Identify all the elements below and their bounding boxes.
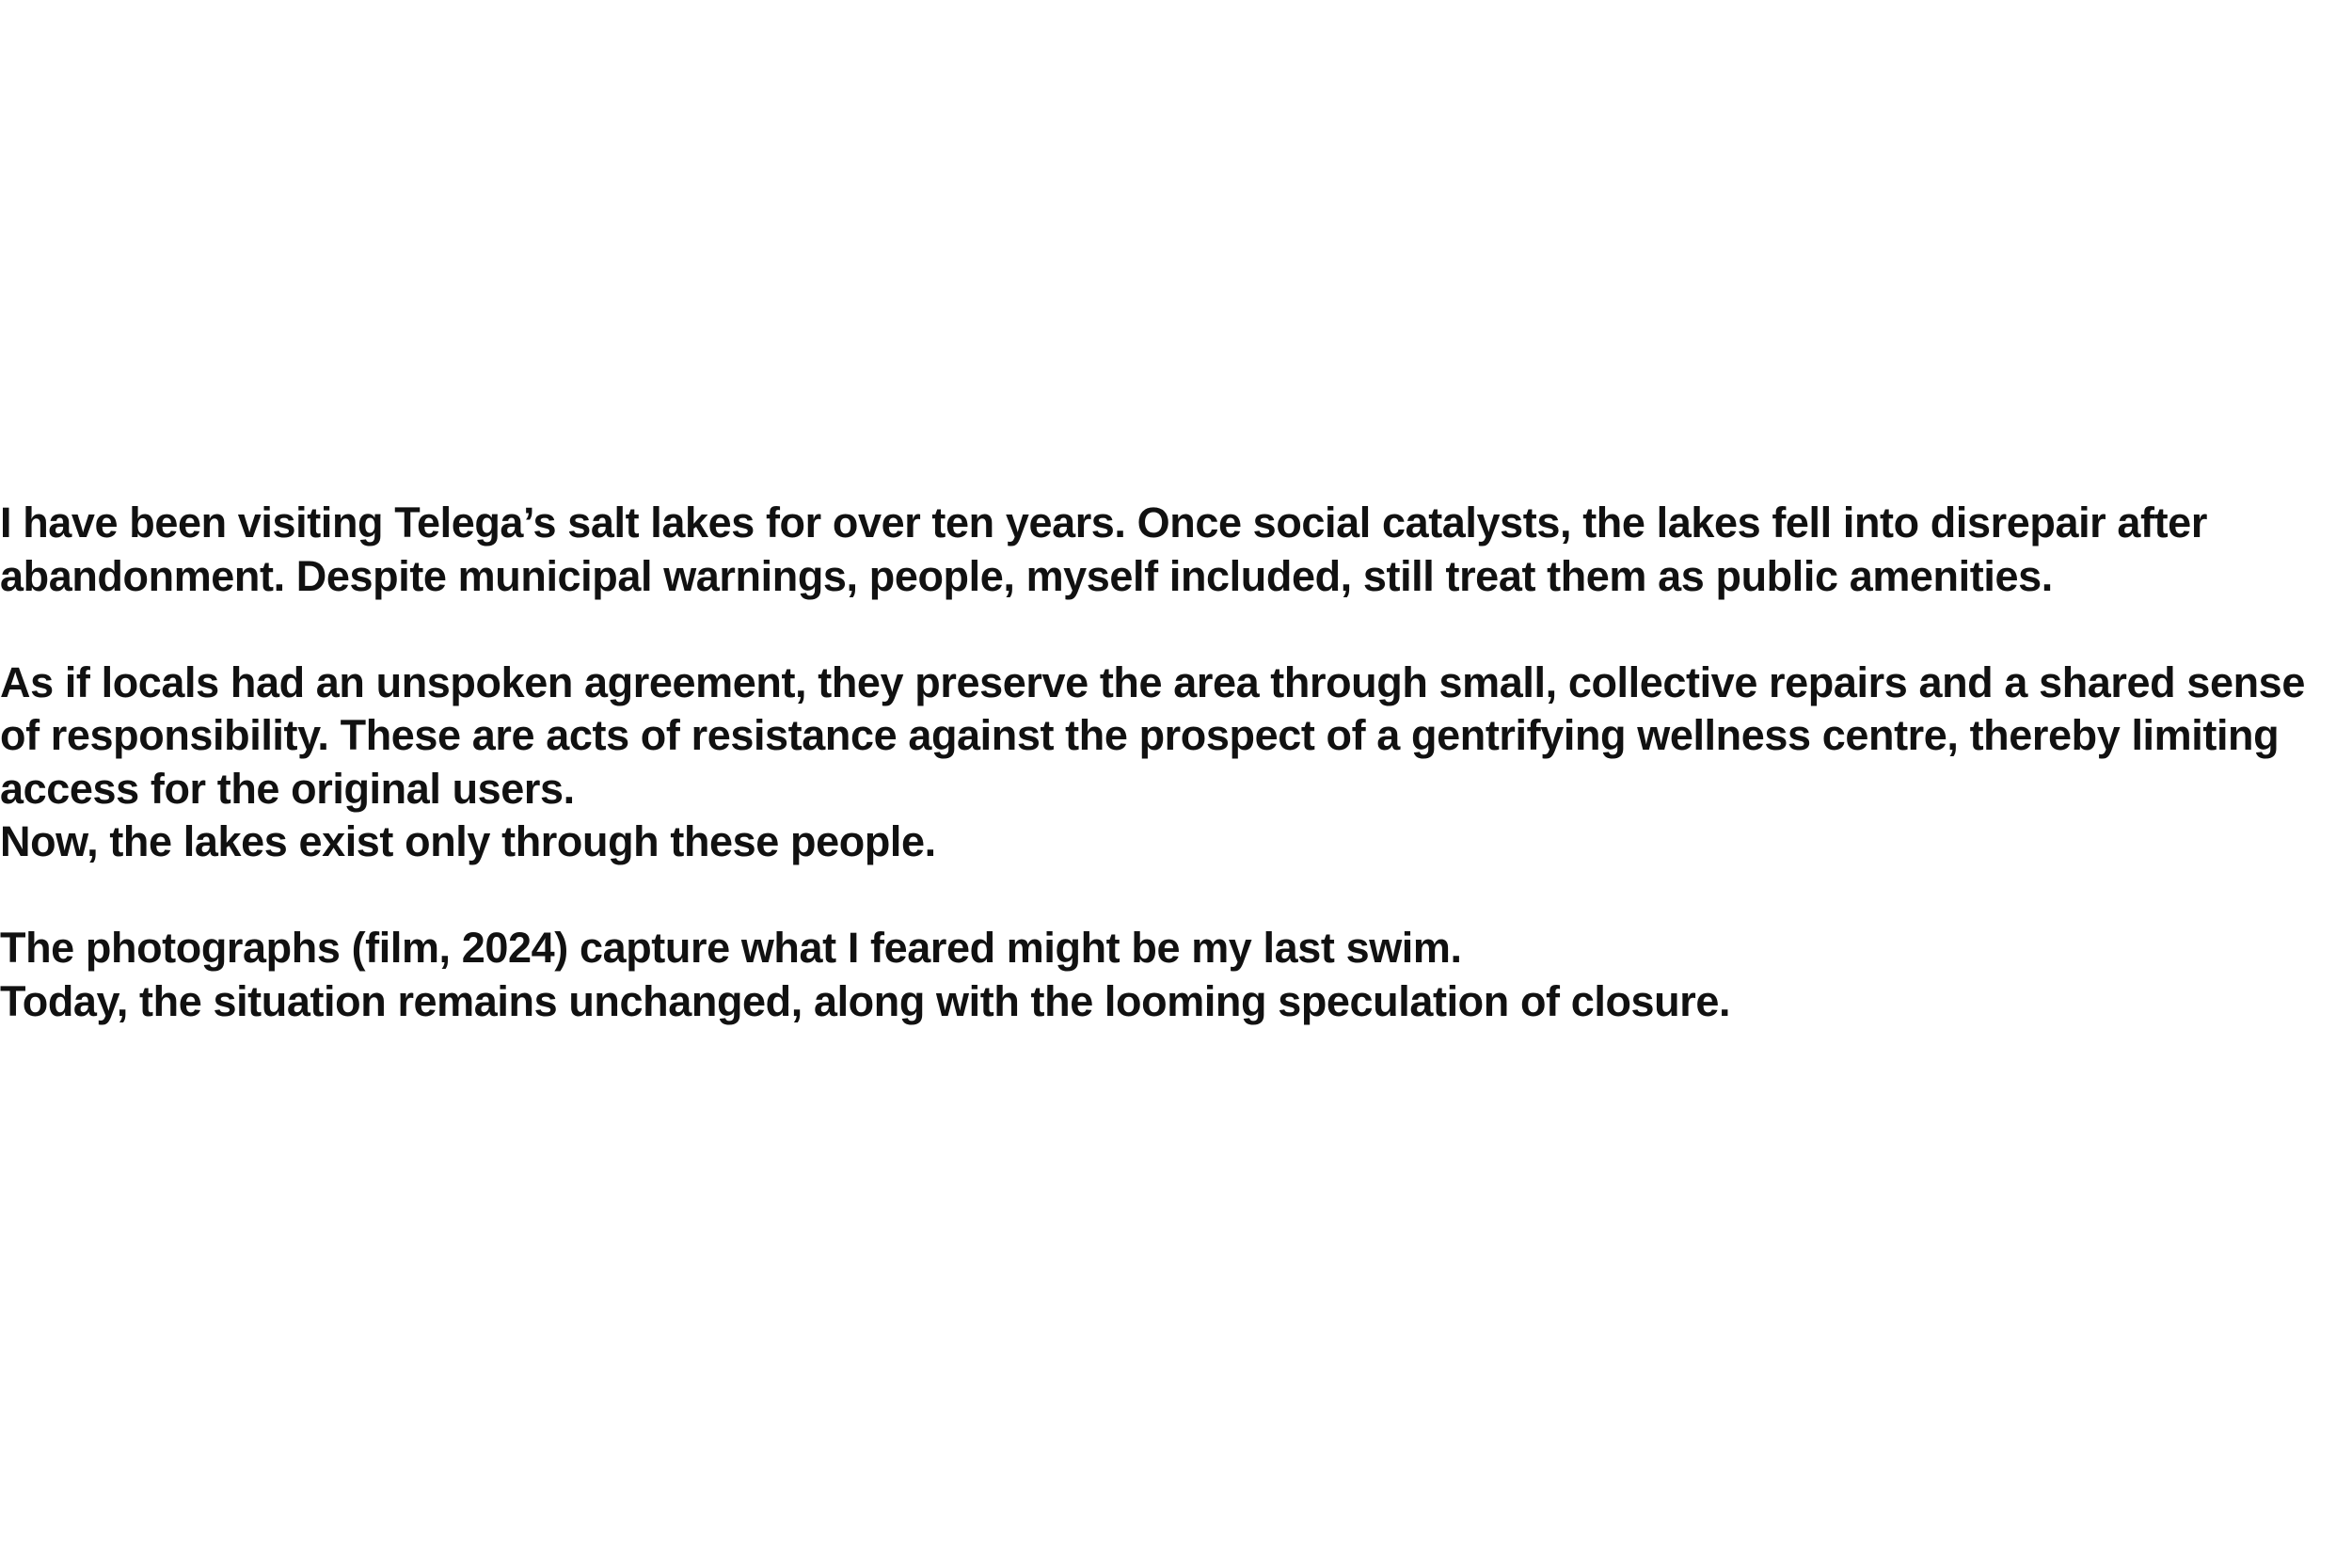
statement-line: Now, the lakes exist only through these people. [0, 817, 936, 865]
statement-paragraph-2 [0, 657, 2352, 869]
statement-line: Today, the situation remains unchanged, along with the looming speculation of closure. [0, 976, 1731, 1025]
statement-line: As if locals had an unspoken agreement, they preserve the area through small, collective repairs and a shared sense [0, 657, 2305, 706]
statement-paragraph-3 [0, 922, 2352, 1028]
statement-line: access for the original users. [0, 764, 575, 813]
statement-line: I have been visiting Telega’s salt lakes for over ten years. Once social catalysts, the lakes fell into disrepair after [0, 499, 2207, 546]
statement-paragraph-1 [0, 497, 2352, 603]
statement-line: The photographs (film, 2024) capture what I feared might be my last swim. [0, 924, 1462, 972]
artist-statement [0, 497, 2352, 1028]
statement-line: of responsibility. These are acts of resistance against the prospect of a gentrifying wellness centre, thereby limiting [0, 711, 2280, 759]
statement-line: abandonment. Despite municipal warnings, people, myself included, still treat them as public amenities. [0, 551, 2053, 600]
